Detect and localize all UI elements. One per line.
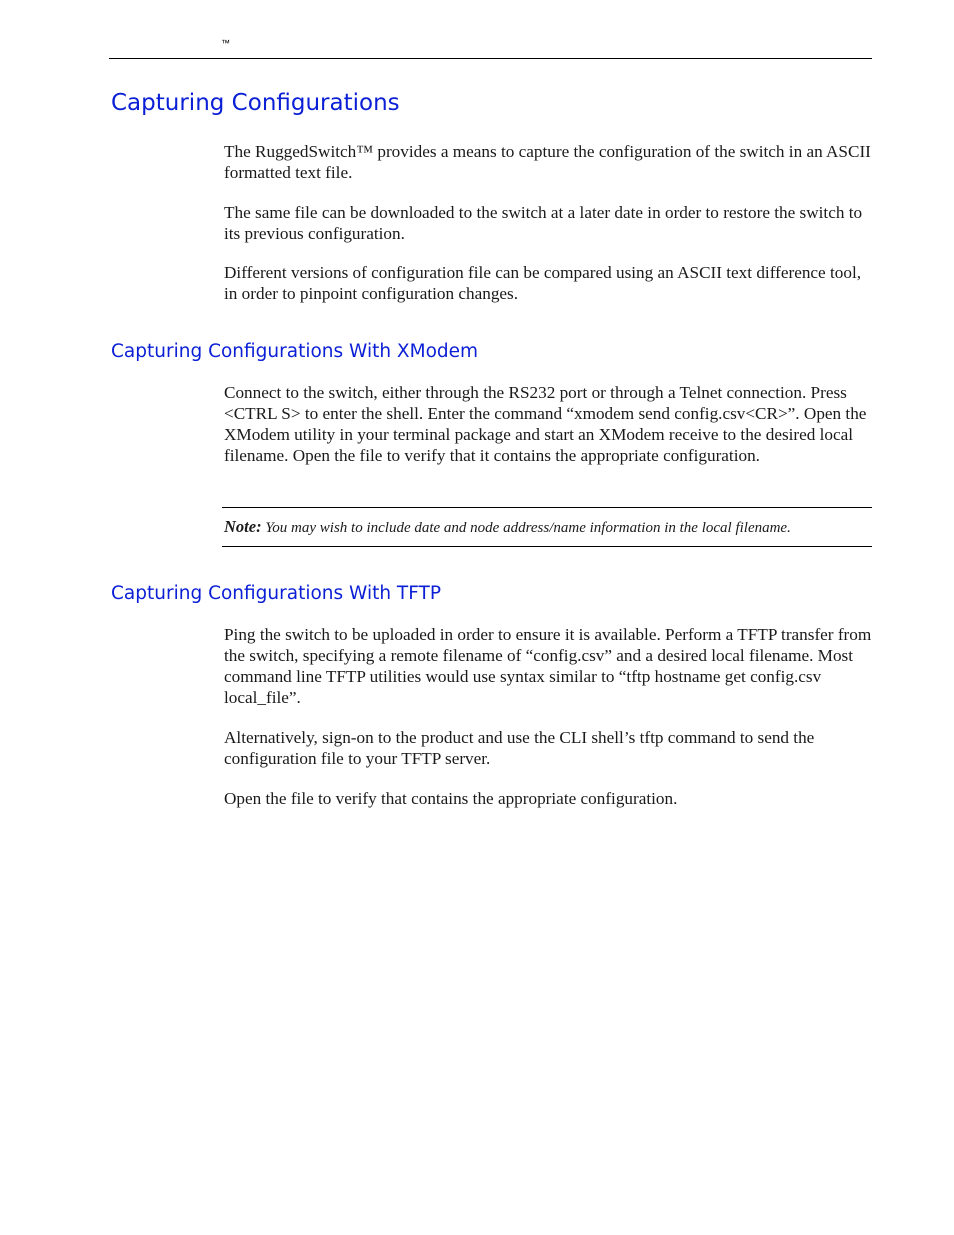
intro-paragraph-2: The same file can be downloaded to the switch at a later date in order to restore the switch to its previous configuration. <box>224 203 863 243</box>
tftp-paragraph-3: Open the file to verify that contains the appropriate configuration. <box>224 789 678 808</box>
xmodem-heading: Capturing Configurations With XModem <box>111 341 479 362</box>
xmodem-paragraph: Connect to the switch, either through the RS232 port or through a Telnet connection. Press <CTRL S> to enter the shell. Enter the command “xmodem send config.csv<CR>”. Open the XModem utility in your terminal package and start an XModem receive to the desired local filename. Open the file to verify that it contains the appropriate configuration. <box>224 383 867 465</box>
tftp-heading: Capturing Configurations With TFTP <box>111 583 442 604</box>
note-text <box>224 517 791 537</box>
intro-paragraph-1: The RuggedSwitch™ provides a means to capture the configuration of the switch in an ASCII formatted text file. <box>224 142 871 182</box>
note-label: Note: <box>224 517 262 536</box>
header-rule <box>109 58 872 59</box>
page-title: Capturing Configurations <box>111 90 400 116</box>
note-body: You may wish to include date and node address/name information in the local filename. <box>265 520 791 536</box>
tftp-paragraph-2: Alternatively, sign-on to the product and use the CLI shell’s tftp command to send the configuration file to your TFTP server. <box>224 728 815 768</box>
intro-paragraph-3: Different versions of configuration file can be compared using an ASCII text difference tool, in order to pinpoint configuration changes. <box>224 263 862 303</box>
tftp-paragraph-1: Ping the switch to be uploaded in order to ensure it is available. Perform a TFTP transfer from the switch, specifying a remote filename of “config.csv” and a desired local filename. Most command line TFTP utilities would use syntax similar to “tftp hostname get config.csv local_file”. <box>224 625 872 707</box>
header-trademark: ™ <box>221 38 230 48</box>
note-box <box>222 507 872 547</box>
